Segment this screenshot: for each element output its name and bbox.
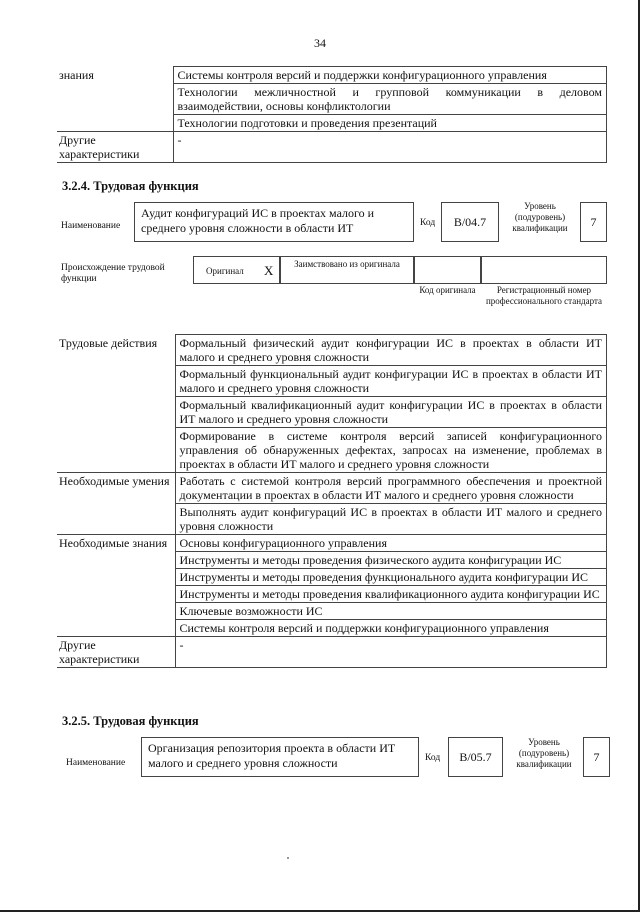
level-label: Уровень (подуровень) квалификации — [516, 737, 572, 769]
table-cell: Технологии межличностной и групповой коммуникации в деловом взаимодействии, основы конфликтологии — [173, 84, 607, 115]
row-label: Необходимые знания — [57, 535, 175, 637]
code-label: Код — [425, 753, 441, 763]
table-cell: Работать с системой контроля версий программного обеспечения и проектной документации в проектах в области ИТ малого и среднего уровня сложности — [175, 473, 607, 504]
borrowed-box: Заимствовано из оригинала — [280, 256, 414, 284]
table-cell: Инструменты и методы проведения функционального аудита конфигурации ИС — [175, 569, 607, 586]
origin-code-caption: Код оригинала — [419, 285, 476, 295]
function-name-box: Аудит конфигураций ИС в проектах малого и среднего уровня сложности в области ИТ — [134, 202, 414, 242]
page-number: 34 — [314, 36, 326, 50]
name-label: Наименование — [61, 221, 121, 231]
table-cell: Инструменты и методы проведения квалификационного аудита конфигурации ИС — [175, 586, 607, 603]
table-cell: Формальный физический аудит конфигурации ИС в проектах в области ИТ малого и среднего уровня сложности — [175, 335, 607, 366]
table-row — [57, 132, 607, 163]
table-cell: Формальный квалификационный аудит конфигурации ИС в проектах в области ИТ малого и среднего уровня сложности — [175, 397, 607, 428]
row-label: Другие характеристики — [57, 637, 175, 668]
row-label: Необходимые умения — [57, 473, 175, 535]
table-cell: Системы контроля версий и поддержки конфигурационного управления — [173, 67, 607, 84]
original-mark: X — [264, 263, 274, 278]
reg-number-caption: Регистрационный номер профессионального стандарта — [485, 285, 603, 306]
table-cell: Системы контроля версий и поддержки конфигурационного управления — [175, 620, 607, 637]
code-box: B/05.7 — [448, 737, 503, 777]
section-title: 3.2.4. Трудовая функция — [62, 179, 199, 193]
function-name-box: Организация репозитория проекта в области ИТ малого и среднего уровня сложности — [141, 737, 419, 777]
level-box: 7 — [580, 202, 607, 242]
table-row — [57, 473, 607, 504]
table-cell: Выполнять аудит конфигураций ИС в проектах в области ИТ малого и среднего уровня сложности — [175, 504, 607, 535]
table-cell: - — [175, 637, 607, 668]
table-row — [57, 335, 607, 366]
row-label: Другие характеристики — [57, 132, 173, 163]
reg-number-box — [481, 256, 607, 284]
table-cell: Ключевые возможности ИС — [175, 603, 607, 620]
code-label: Код — [420, 218, 436, 228]
table-cell: - — [173, 132, 607, 163]
original-box — [193, 256, 280, 284]
scan-dot — [287, 857, 289, 859]
table-cell: Формальный функциональный аудит конфигурации ИС в проектах в области ИТ малого и среднего уровня сложности — [175, 366, 607, 397]
table-cell: Инструменты и методы проведения физического аудита конфигурации ИС — [175, 552, 607, 569]
labor-function-table — [57, 334, 607, 668]
table-cell: Основы конфигурационного управления — [175, 535, 607, 552]
code-box: B/04.7 — [441, 202, 499, 242]
table-row — [57, 535, 607, 552]
table-row — [57, 67, 607, 84]
name-label: Наименование — [66, 758, 126, 768]
table-cell: Формирование в системе контроля версий записей конфигурационного управления об обнаруженных дефектах, запросах на изменение, проблемах в проектах в области ИТ малого и среднего уровня сложности — [175, 428, 607, 473]
table-cell: Технологии подготовки и проведения презентаций — [173, 115, 607, 132]
row-label: Трудовые действия — [57, 335, 175, 473]
origin-label: Происхождение трудовой функции — [61, 263, 165, 284]
original-label: Оригинал — [206, 266, 244, 276]
row-label: знания — [57, 67, 173, 132]
origin-code-box — [414, 256, 481, 284]
level-label: Уровень (подуровень) квалификации — [512, 201, 568, 233]
level-box: 7 — [583, 737, 610, 777]
top-knowledge-table — [57, 66, 607, 163]
table-row — [57, 637, 607, 668]
section-title: 3.2.5. Трудовая функция — [62, 714, 199, 728]
